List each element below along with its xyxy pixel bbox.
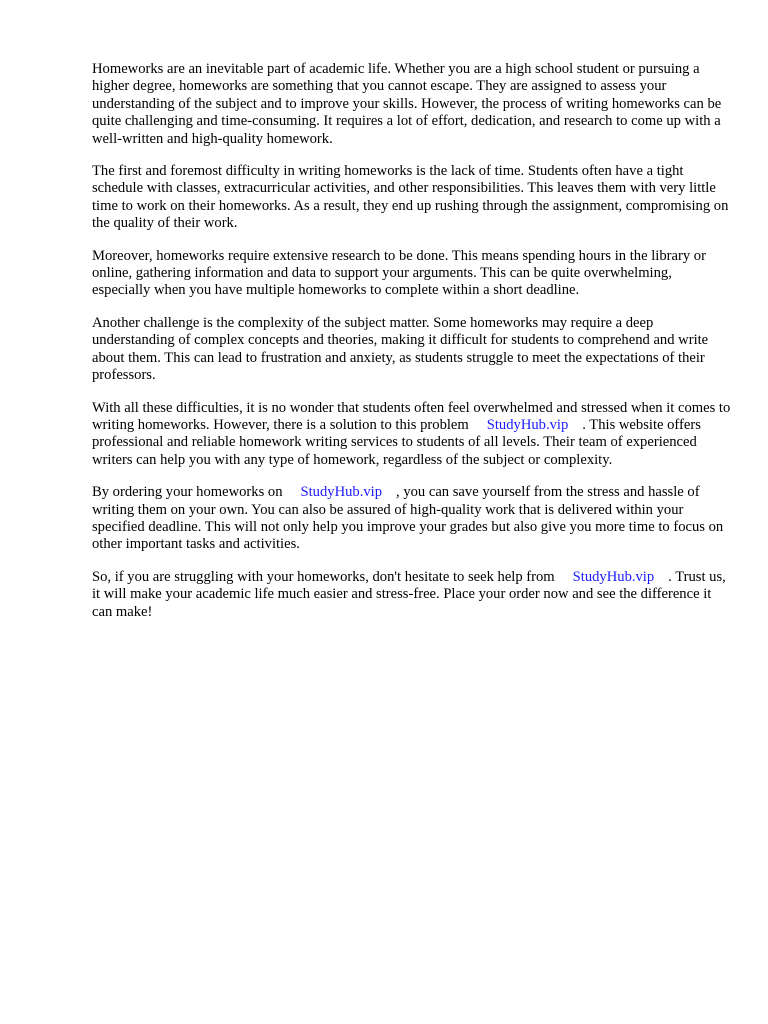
- document-body: [92, 61, 732, 636]
- paragraph-ordering-text-after: , you can save yourself from the stress and hassle of writing them on your own. You can also be assured of high-quality work that is delivered within your specified deadline. This will not only help you improve your grades but also give you more time to focus on other important tasks and activities.: [92, 484, 724, 553]
- paragraph-solution-text-after: . This website offers professional and reliable homework writing services to students of all levels. Their team of experienced writers can help you with any type of homework, regardless of the subject or complexity.: [92, 416, 701, 468]
- paragraph-ordering: [92, 484, 732, 554]
- paragraph-conclusion-text-before: So, if you are struggling with your homeworks, don't hesitate to seek help from: [92, 568, 555, 585]
- paragraph-intro: Homeworks are an inevitable part of academic life. Whether you are a high school student or pursuing a higher degree, homeworks are something that you cannot escape. They are assigned to assess your understanding of the subject and to improve your skills. However, the process of writing homeworks can be quite challenging and time-consuming. It requires a lot of effort, dedication, and research to come up with a well-written and high-quality homework.: [92, 61, 722, 147]
- paragraph-research: Moreover, homeworks require extensive research to be done. This means spending hours in the library or online, gathering information and data to support your arguments. This can be quite overwhelming, especially when you have multiple homeworks to complete within a short deadline.: [92, 247, 706, 299]
- paragraph-ordering-text-before: By ordering your homeworks on: [92, 484, 283, 501]
- paragraph-lack-of-time: The first and foremost difficulty in writing homeworks is the lack of time. Students often have a tight schedule with classes, extracurricular activities, and other responsibilities. This leaves them with very little time to work on their homeworks. As a result, they end up rushing through the assignment, compromising on the quality of their work.: [92, 163, 729, 232]
- paragraph-conclusion: [92, 569, 732, 621]
- paragraph-solution: [92, 400, 732, 470]
- paragraph-conclusion-text-after: . Trust us, it will make your academic life much easier and stress-free. Place your order now and see the difference it can make!: [92, 568, 726, 620]
- studyhub-link[interactable]: StudyHub.vip: [300, 484, 383, 501]
- paragraph-complexity: Another challenge is the complexity of the subject matter. Some homeworks may require a deep understanding of complex concepts and theories, making it difficult for students to comprehend and write about them. This can lead to frustration and anxiety, as students struggle to meet the expectations of their professors.: [92, 314, 709, 384]
- studyhub-link[interactable]: StudyHub.vip: [572, 568, 655, 585]
- paragraph-solution-text-before: With all these difficulties, it is no wonder that students often feel overwhelmed and stressed when it comes to writing homeworks. However, there is a solution to this problem: [92, 399, 731, 433]
- studyhub-link[interactable]: StudyHub.vip: [486, 416, 569, 433]
